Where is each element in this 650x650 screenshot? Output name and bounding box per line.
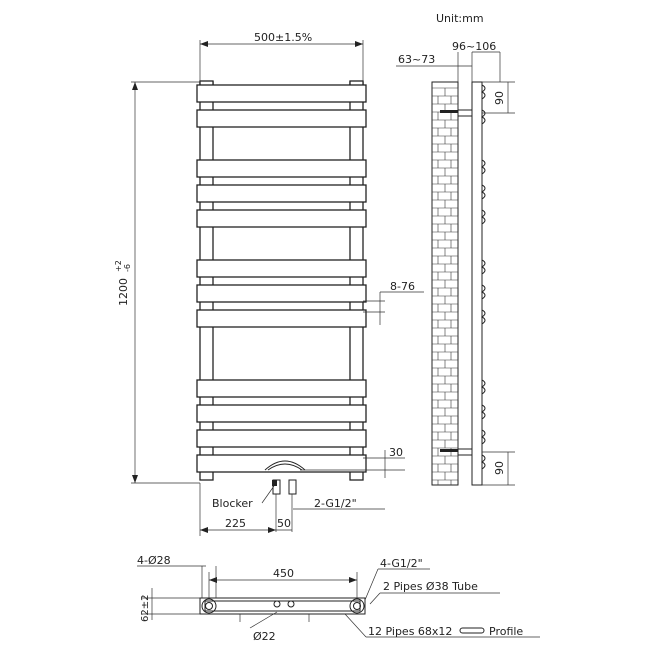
pipe-connection-right	[288, 601, 294, 607]
bottom-profile-outer	[200, 598, 365, 614]
front-view	[197, 81, 366, 494]
bottom-bracket-fixing	[440, 449, 458, 452]
front-flat-bar	[197, 285, 366, 302]
front-flat-bar	[197, 185, 366, 202]
depth-value: 96~106	[452, 40, 497, 53]
gap-dimension	[363, 280, 424, 325]
height-tol-upper: +2	[114, 260, 123, 272]
front-flat-bar	[197, 310, 366, 327]
front-flat-bar	[197, 430, 366, 447]
blocker-part	[272, 480, 277, 486]
side-view	[432, 82, 485, 485]
height-dimension	[114, 82, 200, 483]
height-bottom-value: 62±2	[140, 594, 151, 622]
pipe-thread-label: 2-G1/2"	[314, 497, 357, 510]
height-value: 1200	[117, 278, 130, 306]
pipe-spacing-value: 50	[277, 517, 291, 530]
front-flat-bar	[197, 380, 366, 397]
valve-right	[289, 480, 296, 494]
front-flat-bar	[197, 405, 366, 422]
bottom-bracket-value: 90	[493, 461, 506, 475]
left-offset-value: 225	[225, 517, 246, 530]
bottom-profile-inner	[205, 601, 360, 611]
top-bracket-fixing	[440, 110, 458, 113]
side-tube	[472, 82, 482, 485]
pipes-note: 2 Pipes Ø38 Tube	[383, 580, 478, 593]
width-value: 500±1.5%	[254, 31, 313, 44]
left-end-tube-inner	[206, 603, 213, 610]
front-bars-group	[197, 85, 366, 472]
threads-value: 4-G1/2"	[380, 557, 423, 570]
top-bracket-value: 90	[493, 91, 506, 105]
profile-suffix: Profile	[489, 625, 524, 638]
profile-note: 12 Pipes 68x12	[368, 625, 453, 638]
front-flat-bar	[197, 260, 366, 277]
front-flat-bar	[197, 85, 366, 102]
pipe-dia-value: Ø22	[253, 630, 276, 643]
wall-bricks	[432, 88, 458, 485]
bottom-offset-value: 30	[389, 446, 403, 459]
pipe-connection-left	[274, 601, 280, 607]
height-tol-lower: -6	[123, 264, 132, 272]
blocker-label: Blocker	[212, 497, 253, 510]
centers-value: 450	[273, 567, 294, 580]
holes-value: 4-Ø28	[137, 554, 171, 567]
unit-label: Unit:mm	[436, 12, 484, 25]
top-bracket	[458, 110, 472, 116]
front-flat-bar	[197, 210, 366, 227]
front-flat-bar	[197, 110, 366, 127]
bottom-view	[200, 598, 365, 614]
profile-symbol	[460, 628, 484, 633]
gap-value: 8-76	[390, 280, 415, 293]
front-flat-bar	[197, 455, 366, 472]
side-dimensions	[396, 40, 515, 485]
bottom-bracket	[458, 449, 472, 455]
blocker-callout	[212, 486, 274, 510]
front-flat-bar	[197, 160, 366, 177]
right-end-tube-inner	[354, 603, 361, 610]
pipe-thread-callout	[276, 494, 385, 532]
width-dimension	[200, 31, 363, 82]
wall-gap-value: 63~73	[398, 53, 436, 66]
